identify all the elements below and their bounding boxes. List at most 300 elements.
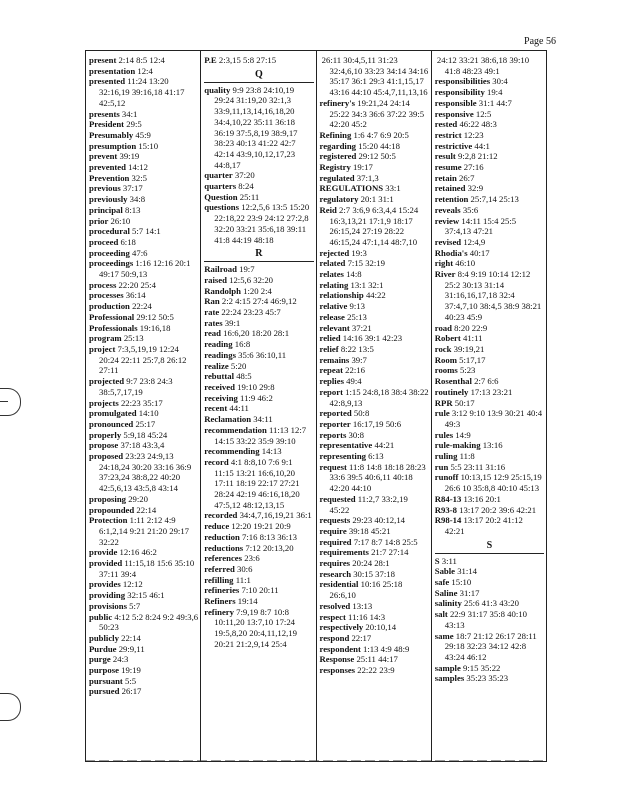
index-entry: [435, 109, 544, 120]
index-refs: 25:11: [239, 191, 260, 202]
index-term: proposed: [89, 451, 124, 462]
index-term: remains: [319, 354, 350, 365]
index-term: regulated: [319, 172, 355, 183]
index-entry: [435, 141, 544, 152]
index-term: rooms: [434, 365, 458, 376]
index-term: revised: [434, 236, 462, 247]
index-entry: [435, 323, 544, 334]
index-term: proceedings: [89, 258, 134, 269]
index-term: Rosenthal: [434, 376, 472, 387]
index-entry: [204, 510, 313, 521]
index-refs: 19:21,24 24:14 25:22 34:3 36:6 37:22 39:5 42:20 45:2: [329, 97, 427, 130]
index-refs: 11:8: [459, 451, 475, 462]
index-term: rebuttal: [204, 371, 235, 382]
index-term: requests: [319, 515, 351, 526]
index-entry: [435, 598, 544, 609]
index-refs: 13:16 20:1: [463, 493, 501, 504]
index-term: Purdue: [89, 643, 117, 654]
index-entry: [204, 553, 313, 564]
index-term: responsibilities: [434, 76, 491, 87]
index-term: references: [204, 553, 243, 564]
index-term: regulatory: [319, 194, 359, 205]
index-refs: 19:4: [486, 87, 503, 98]
punch-hole-mark: [0, 693, 21, 721]
index-term: quarter: [204, 170, 233, 181]
index-refs: 6:18: [120, 236, 136, 247]
index-term: R84-13: [434, 493, 462, 504]
index-entry: [435, 376, 544, 387]
index-refs: 22:20 25:4: [118, 279, 156, 290]
index-refs: 23:6: [244, 553, 260, 564]
index-refs: 46:22 48:3: [459, 119, 497, 130]
index-term: rejected: [319, 247, 350, 258]
index-term: require: [319, 525, 347, 536]
index-entry: [320, 183, 429, 194]
index-term: quarters: [204, 181, 237, 192]
index-term: R93-8: [434, 504, 457, 515]
index-refs: 18:7 21:12 26:17 28:11 29:18 32:23 34:12 42:8 43:24 46:12: [444, 630, 539, 662]
index-column-1: [86, 51, 201, 761]
index-entry: [89, 376, 198, 397]
index-refs: 5:7 14:1: [132, 226, 161, 237]
index-refs: 34:11: [253, 414, 273, 425]
index-refs: 31:14: [457, 566, 477, 577]
index-term: relates: [319, 269, 344, 280]
index-entry: [89, 344, 198, 376]
index-refs: 27:16: [463, 162, 484, 173]
index-refs: 12:4: [137, 65, 153, 76]
index-refs: 22:9 31:17 35:8 40:10 43:13: [444, 609, 530, 630]
index-term: Response: [319, 654, 355, 665]
index-column-2: [201, 51, 316, 761]
index-term: process: [89, 279, 117, 290]
index-entry: [435, 119, 544, 130]
index-refs: 35:6 36:10,11: [238, 349, 287, 360]
index-term: relationship: [319, 290, 364, 301]
index-refs: 29:23 40:12,14: [352, 515, 406, 526]
index-term: reveals: [434, 204, 461, 215]
index-refs: 35:6: [462, 204, 479, 215]
index-refs: 23:23 24:9,13 24:18,24 30:20 33:16 36:9 37:23,24 38:8,22 40:20 42:5,6,13 43:5,8 43:14: [99, 451, 194, 494]
index-term: realize: [204, 360, 229, 371]
index-term: prevent: [89, 151, 118, 162]
index-entry: [435, 505, 544, 516]
index-entry: [320, 194, 429, 205]
index-entry: [89, 419, 198, 430]
index-refs: 36:14: [125, 290, 146, 301]
index-refs: 25:7,14 25:13: [470, 194, 519, 205]
index-refs: 14:10: [138, 408, 159, 419]
index-term: provide: [89, 547, 118, 558]
index-term: presentation: [89, 65, 136, 76]
index-refs: 39:1: [224, 317, 241, 328]
index-term: Ran: [204, 296, 220, 307]
index-refs: 20:10,14: [365, 622, 397, 633]
index-refs: 39:18 45:21: [348, 525, 391, 536]
index-entry: [89, 109, 198, 120]
index-refs: 31:1 44:7: [478, 97, 512, 108]
index-term: quality: [204, 84, 231, 95]
index-term: receiving: [204, 392, 238, 403]
index-term: relevant: [319, 322, 350, 333]
index-refs: 5:23: [459, 365, 476, 376]
index-term: projected: [89, 376, 125, 387]
index-entry: [204, 307, 313, 318]
index-refs: 30:4: [492, 76, 508, 87]
index-refs: 13:17 20:2 41:12 42:21: [444, 515, 526, 536]
index-refs: 15:10: [451, 577, 472, 588]
index-term: production: [89, 301, 130, 312]
index-entry: [89, 258, 198, 279]
index-refs: 9:13: [349, 301, 365, 312]
index-entry: [204, 382, 313, 393]
index-entry: [435, 451, 544, 462]
index-refs: 2:3,15 5:8 27:15: [218, 55, 277, 65]
index-refs: 1:13 4:9 48:9: [363, 643, 410, 654]
index-entry: [89, 55, 198, 66]
index-entry: [204, 393, 313, 404]
index-entry: [204, 607, 313, 650]
index-refs: 8:13: [124, 204, 141, 215]
index-entry: [89, 558, 198, 579]
index-refs: 22:22 23:9: [357, 665, 395, 676]
index-refs: 14:16 39:1 42:23: [342, 333, 403, 344]
index-entry: [204, 425, 313, 446]
index-term: record: [204, 456, 229, 467]
index-entry: [435, 258, 544, 269]
index-refs: 32:9: [467, 183, 484, 194]
index-entry: [204, 286, 313, 297]
index-entry: [435, 151, 544, 162]
index-refs: 47:6: [132, 247, 148, 258]
index-refs: 7:17 8:7 14:8 25:5: [353, 536, 418, 547]
index-refs: 11:13 12:7 14:15 33:22 35:9 39:10: [214, 424, 309, 446]
index-entry: [89, 408, 198, 419]
index-entry: [435, 387, 544, 398]
index-term: respect: [319, 611, 346, 622]
index-entry: [204, 85, 313, 171]
index-entry: [320, 515, 429, 526]
index-term: requirements: [319, 547, 369, 558]
index-entry: [204, 596, 313, 607]
index-refs: 50:17: [454, 397, 475, 408]
index-refs: 2:7 6:6: [474, 376, 499, 387]
index-entry: [89, 237, 198, 248]
index-term: right: [434, 258, 454, 269]
index-term: presumption: [89, 140, 137, 151]
index-entry: [435, 98, 544, 109]
index-refs: 25:6 41:3 43:20: [463, 598, 519, 609]
index-entry: [89, 515, 198, 547]
index-entry: [435, 566, 544, 577]
index-entry: [89, 611, 201, 633]
index-entry: [204, 275, 313, 286]
index-entry: [435, 355, 544, 366]
index-refs: 37:18 43:3,4: [120, 440, 165, 451]
index-entry: [320, 290, 429, 301]
index-refs: 26:17: [121, 686, 142, 697]
index-term: sample: [434, 662, 461, 673]
index-entry: [89, 579, 198, 590]
index-refs: 21:7 27:14: [371, 547, 409, 558]
index-entry: [89, 162, 198, 173]
index-entry: [320, 440, 429, 451]
index-entry: [204, 564, 313, 575]
index-term: Railroad: [204, 264, 237, 275]
index-refs: 8:22 13:5: [340, 343, 374, 354]
index-term: rested: [434, 119, 458, 130]
index-entry: [320, 280, 429, 291]
index-entry: [435, 365, 544, 376]
index-entry: [89, 440, 198, 451]
index-entry: [435, 205, 544, 216]
index-entry: [320, 644, 429, 655]
index-refs: 45:9: [135, 129, 151, 140]
index-entry: [320, 408, 429, 419]
index-refs: 26:11 30:4,5,11 31:23 32:4,6,10 33:23 34:14 34:16 35:17 36:1 29:3 41:1,15,17 43:16 44:10 45:4,7,11,13,16: [321, 55, 431, 98]
index-refs: 25:13: [347, 311, 367, 322]
index-entry: [435, 248, 544, 259]
index-entry: [89, 633, 198, 644]
index-refs: 7:9,19 8:7 10:8 10:11,20 13:7,10 17:24 19:5,8,20 20:4,11,12,19 20:21 21:2,9,14 25:4: [214, 606, 300, 649]
index-entry: [89, 547, 198, 558]
index-term: presented: [89, 76, 126, 87]
index-entry: [204, 585, 313, 596]
index-refs: 34:4,7,16,19,21 36:1: [239, 510, 312, 521]
index-refs: 14:11 15:4 25:5 37:4,13 47:21: [444, 215, 519, 237]
index-entry: [204, 446, 313, 457]
index-refs: 22:17: [351, 632, 372, 643]
index-entry: [320, 601, 429, 612]
index-refs: 22:14: [136, 504, 157, 515]
index-column-4: [432, 51, 546, 761]
index-term: retention: [434, 194, 469, 205]
index-refs: 6:13: [368, 451, 384, 462]
index-entry: [89, 173, 198, 184]
index-refs: 15:20 44:18: [358, 140, 400, 151]
index-entry: [435, 430, 544, 441]
index-entry: [320, 365, 429, 376]
index-refs: 15:10: [138, 140, 159, 151]
index-term: representative: [319, 440, 373, 451]
index-refs: 2:14 8:5 12:4: [118, 55, 165, 65]
index-refs: 5:5: [124, 675, 137, 686]
index-refs: 14:8: [346, 269, 362, 280]
index-entry: [320, 387, 429, 408]
index-entry: [204, 543, 313, 554]
index-entry: [89, 301, 198, 312]
index-term: presents: [89, 108, 120, 119]
index-term: prevented: [89, 162, 126, 173]
index-entry: [204, 414, 313, 425]
index-term: release: [319, 311, 345, 322]
index-entry: [89, 248, 198, 259]
index-refs: 48:5: [236, 371, 252, 382]
index-refs: 19:19: [121, 665, 141, 676]
index-term: pursued: [89, 686, 120, 697]
index-entry: [204, 403, 313, 414]
index-refs: 30:15 37:18: [353, 568, 395, 579]
index-term: Reclamation: [204, 414, 252, 425]
index-term: Question: [204, 191, 238, 202]
index-refs: 19:14: [237, 596, 258, 607]
index-refs: 10:16 25:18 26:6,10: [329, 579, 405, 601]
index-refs: 5:20: [230, 360, 247, 371]
index-entry: [89, 130, 198, 141]
index-term: reports: [319, 429, 347, 440]
index-entry: [204, 457, 313, 511]
page-number: Page 56: [524, 36, 556, 47]
index-entry: [435, 462, 544, 473]
index-term: replies: [319, 376, 344, 387]
index-refs: 19:17: [353, 162, 373, 173]
index-entry: [435, 556, 544, 567]
index-term: public: [89, 611, 113, 622]
index-entry: [435, 55, 544, 76]
index-term: provided: [89, 558, 123, 569]
index-term: request: [319, 461, 347, 472]
index-refs: 14:12: [128, 162, 148, 173]
index-refs: 8:4 9:19 10:14 12:12 25:2 30:13 31:14 31:16,16,17,18 32:4 37:4,7,10 38:4,5 38:9 38:21 40:23 45:9: [444, 269, 544, 322]
index-term: runoff: [434, 472, 459, 483]
index-entry: [435, 472, 544, 493]
index-entry: [89, 183, 198, 194]
index-term: relief: [319, 343, 339, 354]
index-refs: 9:2,8 21:12: [458, 151, 498, 162]
index-refs: 44:1: [474, 140, 490, 151]
index-entry: [89, 323, 198, 334]
index-refs: 12:4,9: [463, 236, 486, 247]
index-entry: [204, 55, 313, 66]
index-refs: 39:7: [351, 354, 367, 365]
index-entry: [320, 622, 429, 633]
index-refs: 5:9,18 45:24: [123, 429, 168, 440]
index-term: samples: [434, 673, 465, 684]
index-refs: 37:21: [351, 322, 372, 333]
index-entry: [204, 296, 313, 307]
index-term: procedural: [89, 226, 130, 237]
index-term: reduction: [204, 531, 240, 542]
index-refs: 4:12 5:2 8:24 9:2 49:3,6 50:23: [99, 611, 201, 633]
index-entry: [204, 318, 313, 329]
index-entry: [320, 333, 429, 344]
index-term: proposing: [89, 493, 127, 504]
index-refs: 32:5: [131, 172, 147, 183]
index-term: refineries: [204, 585, 240, 596]
index-term: provides: [89, 579, 121, 590]
index-refs: 11:16 14:3: [348, 611, 386, 622]
index-refs: 29:20: [128, 493, 148, 504]
index-entry: [320, 173, 429, 184]
index-refs: 26:7: [458, 172, 475, 183]
index-term: principal: [89, 204, 123, 215]
index-entry: [435, 515, 544, 536]
index-entry: [435, 440, 544, 451]
index-entry: [204, 575, 313, 586]
index-entry: [89, 312, 198, 323]
index-term: retain: [434, 172, 457, 183]
index-entry: [435, 577, 544, 588]
index-refs: 13:17 20:2 39:6 42:21: [459, 504, 537, 515]
index-entry: [320, 494, 429, 515]
index-term: restrict: [434, 129, 462, 140]
index-term: pursuant: [89, 675, 123, 686]
index-refs: 11:24 13:20 32:16,19 39:16,18 41:17 42:5,12: [99, 76, 187, 108]
index-refs: 44:21: [374, 440, 395, 451]
index-entry: [320, 323, 429, 334]
index-refs: 11:15,18 15:6 35:10 37:11 39:4: [99, 558, 197, 579]
index-entry: [204, 170, 313, 181]
section-letter-q: Q: [204, 68, 313, 83]
index-refs: 12:2,5,6 13:5 15:20 22:18,22 23:9 24:12 27:2,8 32:20 33:21 35:6,18 39:11 41:8 44:19 48:18: [214, 202, 312, 245]
index-term: S: [434, 555, 440, 566]
index-refs: 12:20 19:21 20:9: [231, 521, 291, 532]
index-refs: 16:6,20 18:20 28:1: [223, 328, 290, 339]
index-refs: 22:23 35:17: [120, 397, 163, 408]
index-term: previous: [89, 183, 121, 194]
index-refs: 7:10 20:11: [241, 585, 279, 596]
index-entry: [89, 676, 198, 687]
index-refs: 10:13,15 12:9 25:15,19 26:6 10 35:8,8 40:10 45:13: [444, 472, 544, 494]
index-term: project: [89, 343, 116, 354]
index-term: recommending: [204, 446, 260, 457]
index-entry: [320, 269, 429, 280]
index-refs: 50:8: [353, 408, 370, 419]
index-term: repeat: [319, 365, 343, 376]
index-term: residential: [319, 579, 359, 590]
index-entry: [204, 521, 313, 532]
index-term: Reid: [319, 204, 337, 215]
index-term: RPR: [434, 397, 453, 408]
index-refs: 9:7 23:8 24:3 38:5,7,17,19: [99, 376, 175, 397]
index-refs: 44:22: [365, 290, 386, 301]
index-term: representing: [319, 451, 366, 462]
index-refs: 1:15 24:8,18 38:4 38:22 42:8,9,13: [329, 386, 431, 408]
index-refs: 9:9 23:8 24:10,19 29:24 31:19,20 32:1,3 33:9,11,13,14,16,18,20 34:4,10,22 35:11 36:18 36:19 37:5,8,19 38:9,17 38:23 40:13 41:22 42:7 42:14 43:9,10,12,17,23 44:8,17: [214, 84, 300, 170]
index-refs: 12:12: [122, 579, 143, 590]
index-term: recent: [204, 403, 228, 414]
index-refs: 29:5: [126, 119, 142, 130]
index-entry: [320, 98, 429, 130]
index-refs: 29:12 50:5: [358, 151, 396, 162]
index-entry: [204, 264, 313, 275]
index-entry: [320, 312, 429, 323]
index-refs: 2:7 3:6,9 6:3,4,4 15:24 16:3,13,21 17:1,9 18:17 26:15,24 27:19 28:22 46:15,24 47:1,14 48:7,10: [329, 204, 421, 247]
index-entry: [204, 339, 313, 350]
index-refs: 22:16: [345, 365, 365, 376]
index-entry: [204, 328, 313, 339]
index-refs: 12:5: [475, 108, 492, 119]
index-refs: 33:1: [385, 183, 401, 194]
index-refs: 20:24 28:1: [352, 558, 390, 569]
index-refs: 14:9: [455, 429, 471, 440]
index-refs: 12:16 46:2: [119, 547, 157, 558]
index-term: retained: [434, 183, 466, 194]
index-refs: 37:17: [122, 183, 143, 194]
index-refs: 34:8: [129, 194, 146, 205]
index-entry: [320, 419, 429, 430]
index-entry: [89, 290, 198, 301]
index-entry: [89, 226, 198, 237]
index-term: rock: [434, 343, 452, 354]
index-term: ruling: [434, 451, 458, 462]
index-term: refinery's: [319, 97, 356, 108]
index-entry: [320, 579, 429, 600]
index-term: prior: [89, 215, 109, 226]
word-index-table: [85, 50, 547, 762]
index-entry: [320, 162, 429, 173]
index-term: readings: [204, 349, 236, 360]
